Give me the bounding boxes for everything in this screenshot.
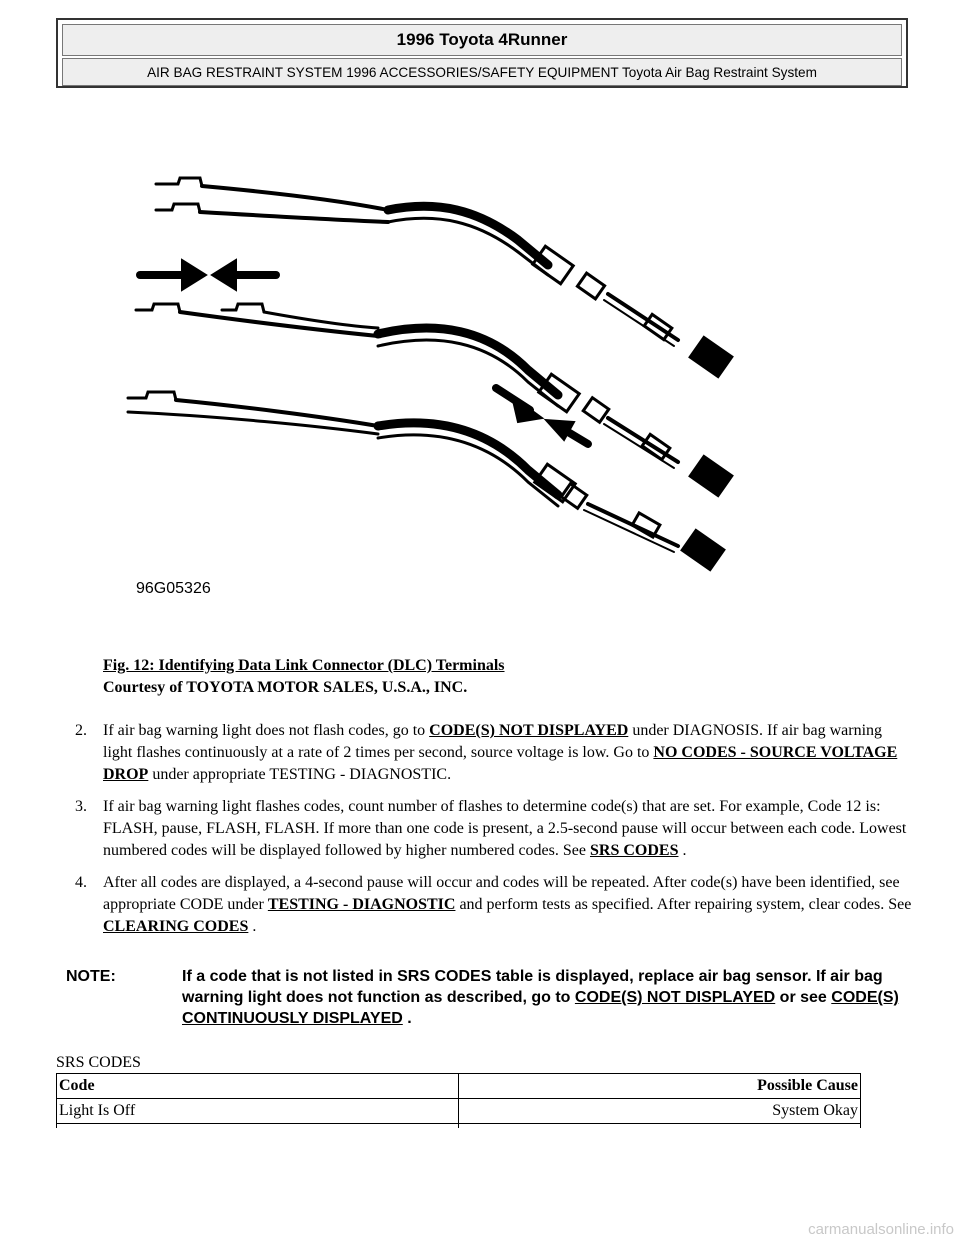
list-item: [75, 720, 915, 786]
step-text-part: .: [678, 842, 687, 859]
srs-codes-table: [56, 1073, 861, 1128]
table-cell-empty: [459, 1124, 861, 1129]
figure-courtesy: Courtesy of TOYOTA MOTOR SALES, U.S.A., INC.: [103, 679, 468, 696]
table-cell-empty: [57, 1124, 459, 1129]
watermark: carmanualsonline.info: [808, 1221, 954, 1238]
note-block: [66, 966, 916, 1029]
note-text: [182, 966, 916, 1029]
list-item: [75, 796, 915, 862]
page-subtitle: AIR BAG RESTRAINT SYSTEM 1996 ACCESSORIES/SAFETY EQUIPMENT Toyota Air Bag Restraint System: [62, 58, 902, 86]
link-testing-diagnostic[interactable]: TESTING - DIAGNOSTIC: [267, 896, 456, 913]
note-text-part: .: [402, 1010, 412, 1027]
step-text: [103, 720, 915, 786]
link-codes-not-displayed-note[interactable]: CODE(S) NOT DISPLAYED: [574, 989, 776, 1006]
link-srs-codes[interactable]: SRS CODES: [589, 842, 679, 859]
link-codes-continuously-displayed[interactable]: CODE(S) CONTINUOUSLY DISPLAYED: [182, 989, 899, 1027]
step-text: [103, 796, 915, 862]
step-text-part: under DIAGNOSIS. If air bag warning light flashes continuously at a rate of 2 times per second, source voltage is low. Go to: [103, 722, 883, 761]
table-title: SRS CODES: [56, 1054, 141, 1071]
column-header-code: Code: [57, 1074, 459, 1099]
table-row: [57, 1124, 861, 1129]
table-cell-cause: System Okay: [459, 1099, 861, 1124]
link-no-codes-source-voltage-drop[interactable]: NO CODES - SOURCE VOLTAGE DROP: [103, 744, 898, 783]
step-number: 4.: [75, 874, 87, 891]
step-text-part: under appropriate TESTING - DIAGNOSTIC.: [148, 766, 452, 783]
step-number: 3.: [75, 798, 87, 815]
note-text-part: If a code that is not listed in SRS CODES table is displayed, replace air bag sensor. If air bag warning light does not function as described, go to: [182, 968, 883, 1006]
page-header: [56, 18, 908, 88]
figure-caption: [103, 655, 505, 699]
step-text-part: If air bag warning light does not flash codes, go to: [103, 722, 430, 739]
list-item: [75, 872, 915, 938]
table-row: [57, 1099, 861, 1124]
column-header-possible-cause: Possible Cause: [459, 1074, 861, 1099]
dlc-terminals-illustration: [118, 170, 758, 610]
note-text-part: or see: [775, 989, 832, 1006]
step-number: 2.: [75, 722, 87, 739]
step-text-part: After all codes are displayed, a 4-second pause will occur and codes will be repeated. After code(s) have been identified, see appropriate CODE under: [103, 874, 900, 913]
note-label: NOTE:: [66, 968, 116, 985]
procedure-steps: [75, 720, 915, 948]
step-text-part: and perform tests as specified. After repairing system, clear codes. See: [455, 896, 912, 913]
table-cell-code: Light Is Off: [57, 1099, 459, 1124]
page-title: 1996 Toyota 4Runner: [62, 24, 902, 56]
link-codes-not-displayed[interactable]: CODE(S) NOT DISPLAYED: [429, 722, 629, 739]
link-clearing-codes[interactable]: CLEARING CODES: [103, 918, 249, 935]
table-header-row: [57, 1074, 861, 1099]
step-text-part: .: [248, 918, 257, 935]
figure-id-label: 96G05326: [136, 580, 211, 597]
figure-title: Fig. 12: Identifying Data Link Connector (DLC) Terminals: [103, 657, 505, 674]
step-text: [103, 872, 915, 938]
step-text-part: If air bag warning light flashes codes, count number of flashes to determine code(s) that are set. For example, Code 12 is: FLASH, pause, FLASH, FLASH. If more than one code is present, a 2.5-second pause will occur between each code. Lowest numbered codes will be displayed followed by higher numbered codes. See: [103, 798, 907, 859]
